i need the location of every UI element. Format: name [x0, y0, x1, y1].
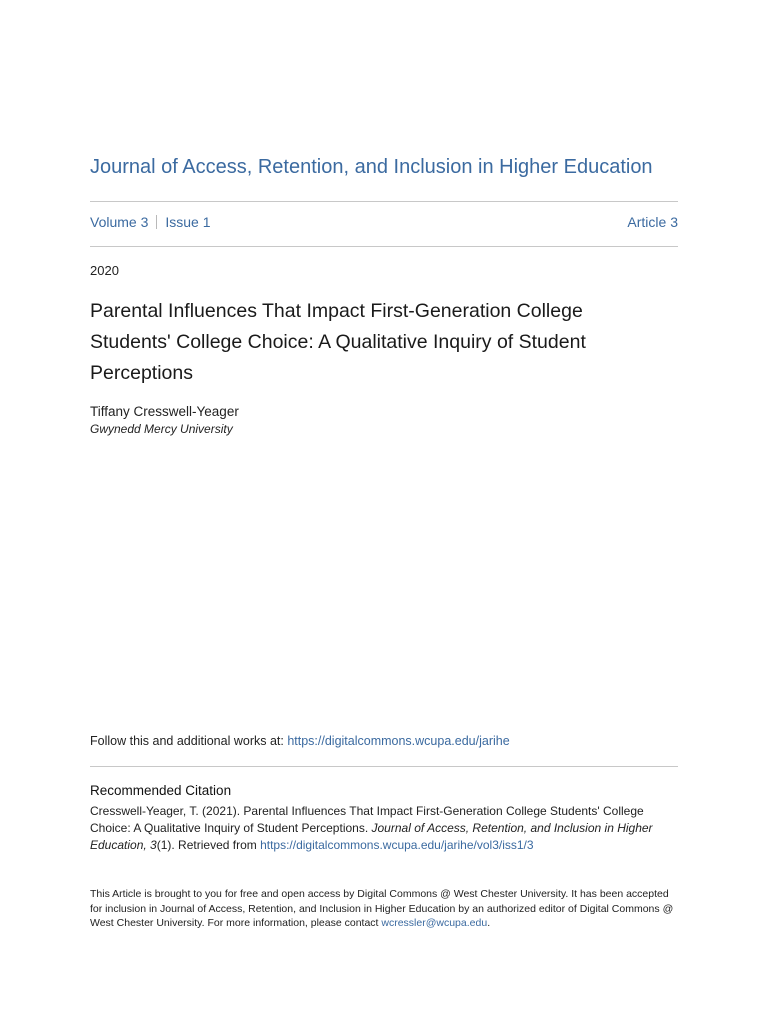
volume-link[interactable]: Volume 3 — [90, 214, 149, 230]
top-divider — [90, 201, 678, 202]
author-affiliation: Gwynedd Mercy University — [90, 422, 233, 436]
bottom-divider — [90, 246, 678, 247]
footer-text: This Article is brought to you for free and open access by Digital Commons @ West Chester University. It has been accepted for inclusion in Journal of Access, Retention, and Inclusion in Higher Education by an authorized editor of Digital Commons @ West Chester University. For more information, please contact — [90, 888, 674, 929]
follow-label: Follow this and additional works at: — [90, 734, 288, 748]
follow-line — [90, 734, 510, 748]
footer-end: . — [487, 917, 491, 929]
contact-email-link[interactable]: wcressler@wcupa.edu — [381, 917, 488, 929]
issue-bar — [90, 214, 678, 232]
footer-note — [90, 887, 680, 931]
citation-journal-italic: Journal of Access, Retention, and Inclusion in Higher Education, 3 — [90, 821, 653, 852]
citation-text-after: (1). Retrieved from — [156, 838, 261, 852]
recommended-citation-heading: Recommended Citation — [90, 783, 232, 798]
article-title: Parental Influences That Impact First-Generation College Students' College Choice: A Qualitative Inquiry of Student Perceptions — [90, 300, 586, 384]
citation-url-link[interactable]: https://digitalcommons.wcupa.edu/jarihe/vol3/iss1/3 — [260, 838, 534, 852]
citation-text-before: Cresswell-Yeager, T. (2021). Parental Influences That Impact First-Generation College Students' College Choice: A Qualitative Inquiry of Student Perceptions. — [90, 804, 644, 835]
follow-url-link[interactable]: https://digitalcommons.wcupa.edu/jarihe — [287, 734, 510, 748]
publication-year: 2020 — [90, 263, 119, 278]
citation-text — [90, 803, 680, 854]
article-number-link[interactable]: Article 3 — [627, 214, 678, 230]
volume-issue-group — [90, 214, 211, 230]
issue-link[interactable]: Issue 1 — [165, 214, 211, 230]
journal-title-link[interactable]: Journal of Access, Retention, and Inclusion in Higher Education — [90, 156, 653, 178]
citation-divider — [90, 766, 678, 767]
issue-separator — [156, 215, 157, 229]
author-name: Tiffany Cresswell-Yeager — [90, 404, 239, 419]
